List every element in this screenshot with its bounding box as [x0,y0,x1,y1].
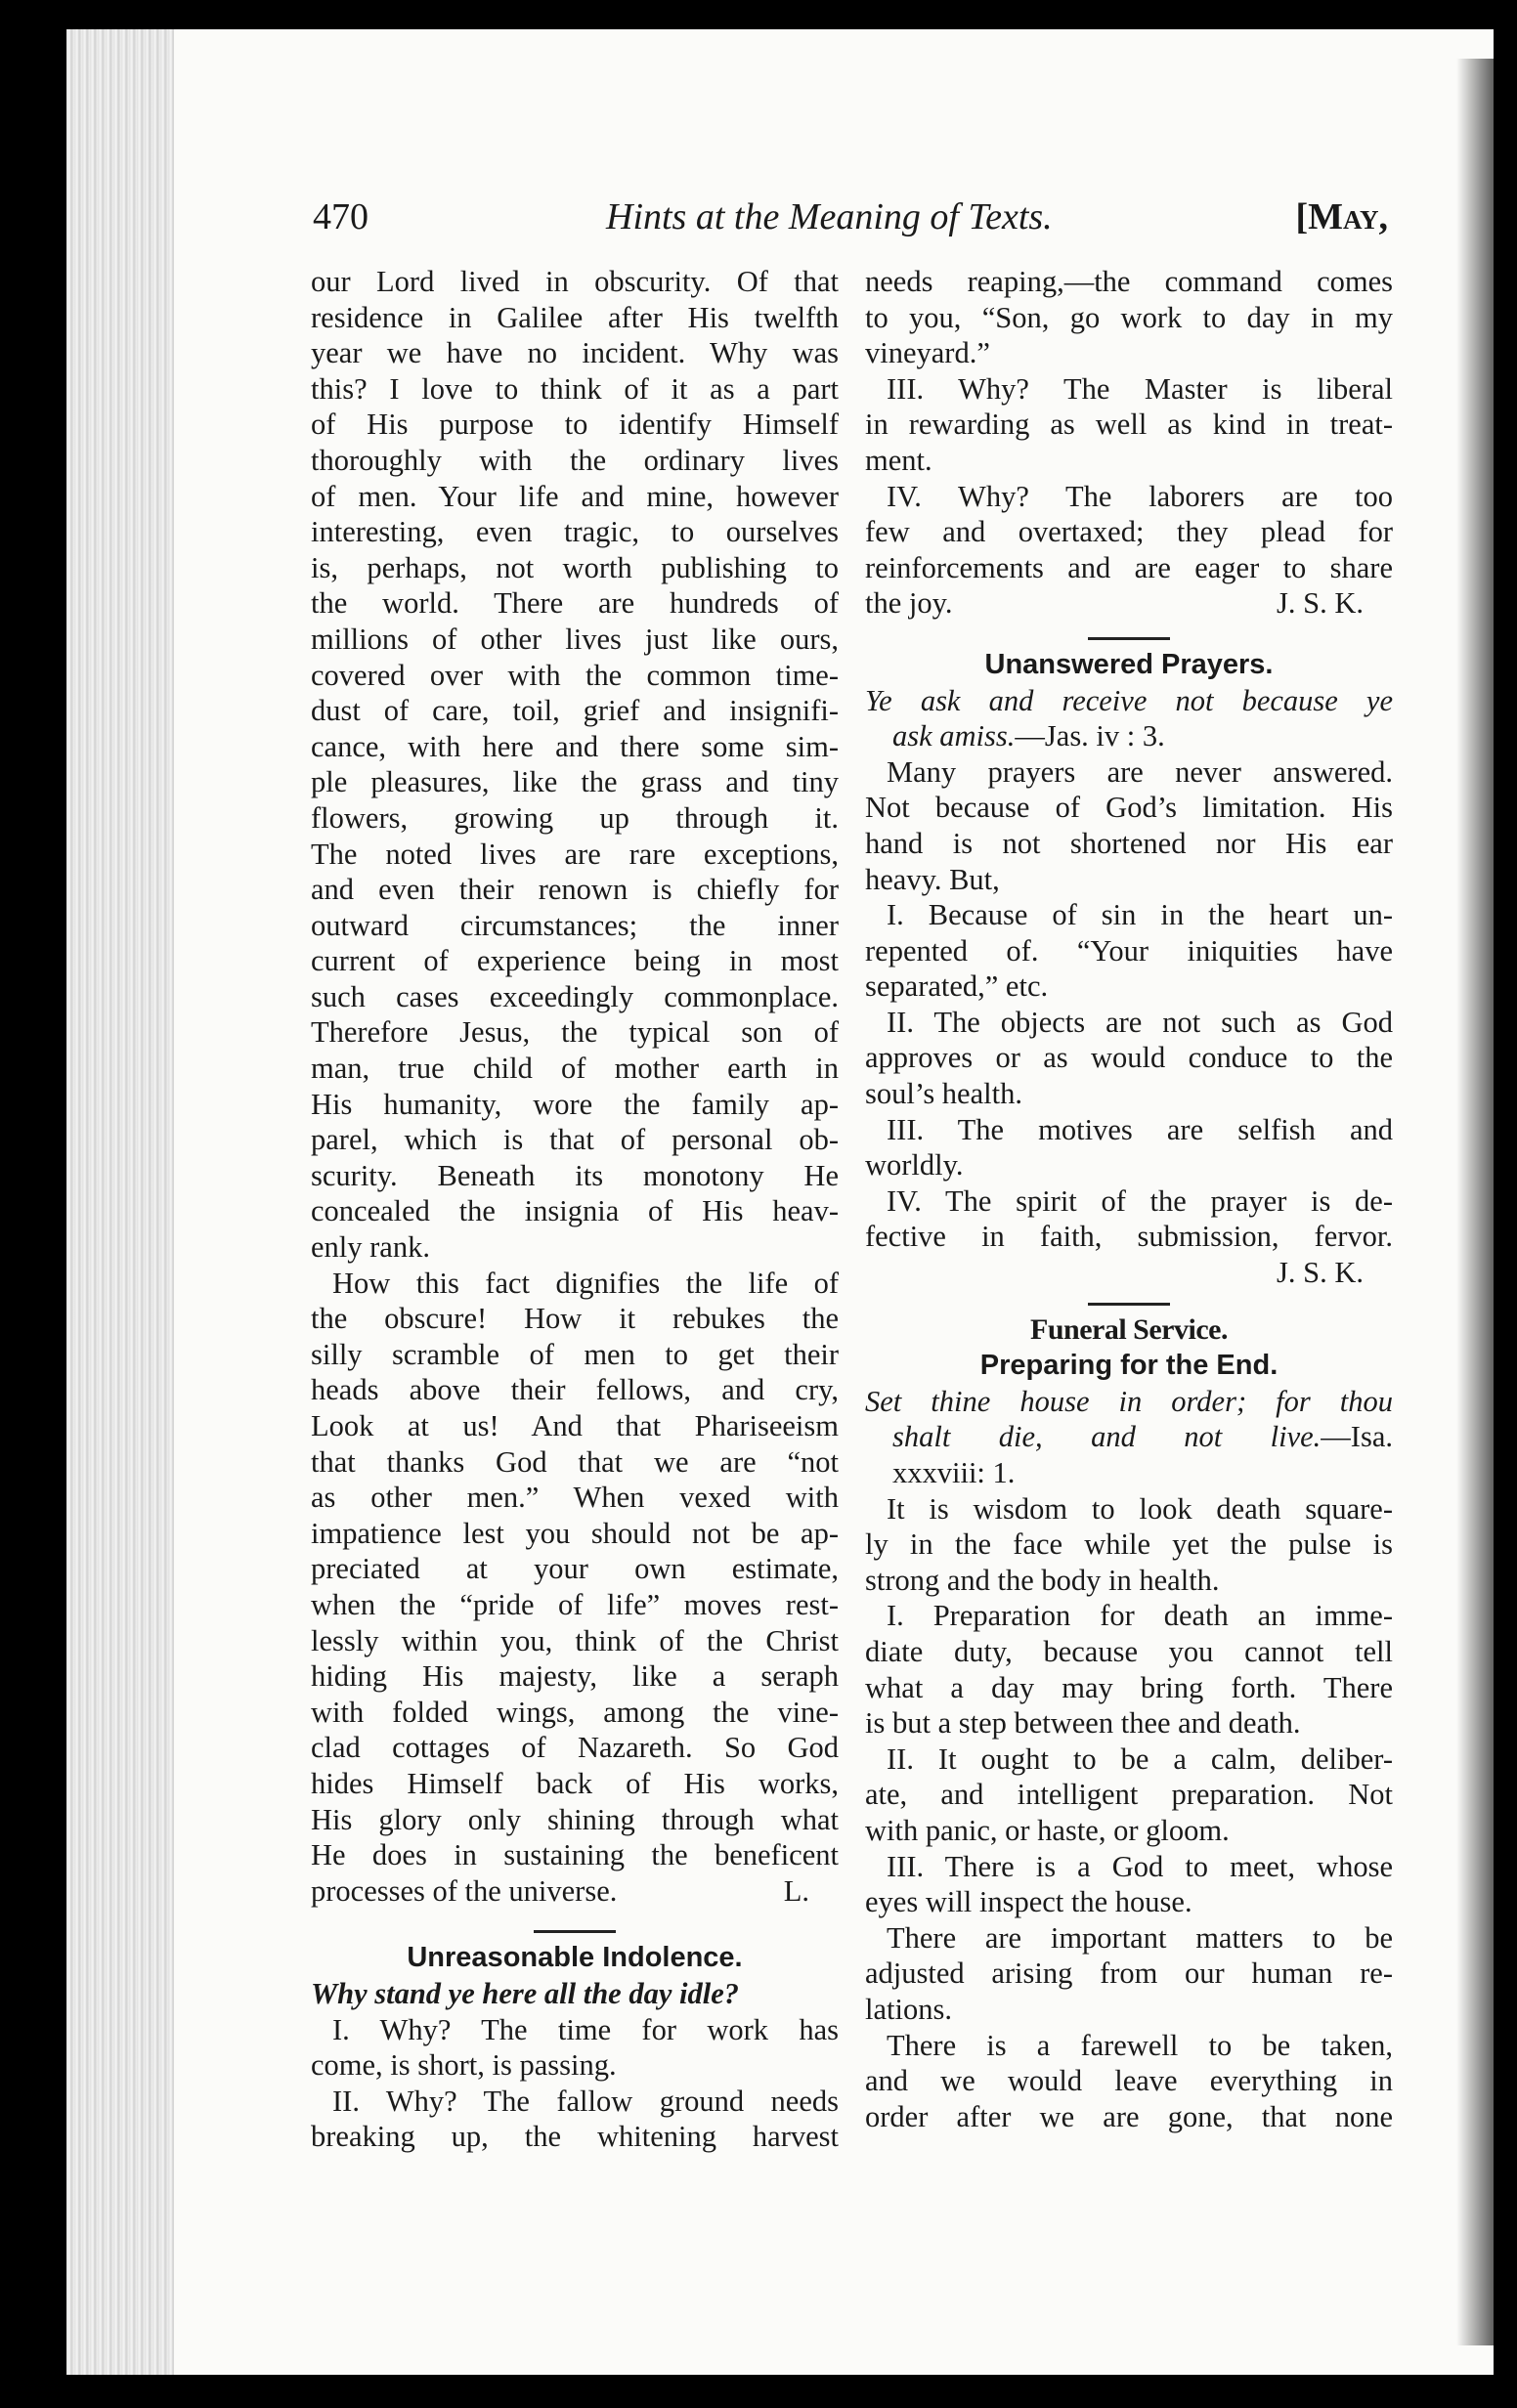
text-line: III. The motives are selfish and [887,1112,1393,1146]
text-line: IV. Why? The laborers are too [887,479,1393,513]
text-line: lessly within you, think of the Christ [311,1623,839,1657]
text-line: Not because of God’s limitation. His [865,791,1393,825]
text-line: as other men.” When vexed with [311,1481,839,1515]
scripture-text: Ye ask and receive not because ye [865,683,1393,717]
text-line: strong and the body in health. [865,1563,1220,1597]
text-line: and even their renown is chiefly for [311,873,839,907]
text-line: in rewarding as well as kind in treat- [865,408,1393,442]
text-line: and we would leave everything in [865,2064,1393,2098]
text-line: come, is short, is passing. [311,2048,617,2083]
text-line: the world. There are hundreds of [311,586,839,621]
text-line: scurity. Beneath its monotony He [311,1158,839,1192]
text-line: eyes will inspect the house. [865,1885,1192,1919]
text-line: our Lord lived in obscurity. Of that [311,265,839,298]
text-line: II. Why? The fallow ground needs [332,2084,839,2118]
text-line: parel, which is that of personal ob- [311,1123,839,1157]
text-line: There is a farewell to be taken, [887,2028,1393,2062]
text-line: The noted lives are rare exceptions, [311,837,839,871]
text-line: interesting, even tragic, to ourselves [311,515,839,549]
text-line: Many prayers are never answered. [887,754,1393,789]
scripture-text: shalt die, and not live.—Isa. [892,1420,1393,1454]
text-line: heads above their fellows, and cry, [311,1373,839,1407]
section-divider [865,1295,1393,1312]
text-line: There are important matters to be [887,1920,1393,1955]
text-line: flowers, growing up through it. [311,800,839,835]
text-line: lations. [865,1992,952,2026]
text-line: repented of. “Your iniquities have [865,933,1393,968]
text-line: diate duty, because you cannot tell [865,1634,1393,1668]
text-line: of His purpose to identify Himself [311,408,839,442]
text-line: II. The objects are not such as God [887,1005,1393,1039]
text-line: III. There is a God to meet, whose [887,1849,1393,1883]
text-line: hiding His majesty, like a seraph [311,1659,839,1694]
section-funeral [865,1312,1393,2135]
text-line: He does in sustaining the beneficent [311,1838,839,1872]
author-initials: L. [783,1873,809,1908]
text-line: millions of other lives just like ours, [311,622,839,656]
running-header [313,195,1388,254]
text-line: I. Why? The time for work has [332,2012,839,2046]
left-column [311,264,839,2155]
text-line: separated,” etc. [865,969,1049,1004]
text-line: reinforcements and are eager to share [865,550,1393,584]
text-line: year we have no incident. Why was [311,336,839,370]
text-line: thoroughly with the ordinary lives [311,443,839,477]
text-line: processes of the universe. [311,1873,618,1908]
text-line: needs reaping,—the command comes [865,265,1393,298]
text-line: impatience lest you should not be ap- [311,1516,839,1550]
paragraph-obscure [311,1266,839,1910]
section-indolence [311,1940,839,2155]
text-line: outward circumstances; the inner [311,908,839,942]
page-edges [66,29,174,2375]
text-line: silly scramble of men to get their [311,1337,839,1371]
text-line: this? I love to think of it as a part [311,371,839,406]
text-line: is, perhaps, not worth publishing to [311,550,839,584]
text-line: It is wisdom to look death square- [887,1491,1393,1526]
paragraph-obscurity [311,264,839,1266]
text-line: soul’s health. [865,1077,1022,1111]
scripture-text: Why stand ye here all the day idle? [311,1976,739,2010]
text-line: II. It ought to be a calm, deliber- [887,1742,1393,1776]
text-line: ly in the face while yet the pulse is [865,1527,1393,1562]
text-line: breaking up, the whitening harvest [311,2120,839,2154]
text-line: that thanks God that we are “not [311,1444,839,1479]
text-line: IV. The spirit of the prayer is de- [887,1183,1393,1218]
header-month: [May, [1295,196,1388,237]
right-column [865,264,1393,2134]
text-line: with panic, or haste, or gloom. [865,1813,1230,1847]
text-line: fective in faith, submission, fervor. [865,1220,1393,1254]
section-heading: Unreasonable Indolence. [407,1942,743,1974]
text-line: covered over with the common time- [311,658,839,692]
scripture-text: Set thine house in order; for thou [865,1384,1393,1418]
text-line: is but a step between thee and death. [865,1706,1301,1741]
text-line: ment. [865,443,932,477]
section-heading: Preparing for the End. [979,1350,1279,1382]
text-line: residence in Galilee after His twelfth [311,300,839,334]
text-line: the obscure! How it rebukes the [311,1302,839,1336]
text-line: preciated at your own estimate, [311,1552,839,1586]
text-line: I. Because of sin in the heart un- [887,898,1393,932]
text-line: such cases exceedingly commonplace. [311,979,839,1013]
scripture-text: xxxviii: 1. [892,1456,1016,1489]
text-line: How this fact dignifies the life of [332,1266,839,1300]
page-number: 470 [313,196,368,237]
section-divider [865,629,1393,647]
text-line: enly rank. [311,1230,430,1265]
text-line: dust of care, toil, grief and insignifi- [311,694,839,728]
text-line: order after we are gone, that none [865,2099,1393,2133]
closing-line [865,585,1393,622]
text-line: cance, with here and there some sim- [311,729,839,763]
text-line: vineyard.” [865,336,990,370]
continued-text [865,264,1393,622]
page-shadow [1456,59,1495,2345]
text-line: heavy. But, [865,862,1000,896]
closing-line [311,1873,839,1910]
text-line: concealed the insignia of His heav- [311,1194,839,1228]
text-line: of men. Your life and mine, however [311,479,839,513]
running-title: Hints at the Meaning of Texts. [606,196,1053,237]
text-line: current of experience being in most [311,944,839,978]
text-line: what a day may bring forth. There [865,1670,1393,1704]
author-initials: J. S. K. [1277,586,1364,621]
author-initials: J. S. K. [1277,1256,1364,1290]
text-line: Look at us! And that Phariseeism [311,1409,839,1442]
section-heading: Unanswered Prayers. [984,648,1274,680]
text-line: man, true child of mother earth in [311,1052,839,1086]
text-line: ate, and intelligent preparation. Not [865,1778,1393,1812]
text-line: few and overtaxed; they plead for [865,515,1393,549]
text-line: with folded wings, among the vine- [311,1695,839,1729]
text-line: hand is not shortened nor His ear [865,826,1393,860]
section-prayers [865,647,1393,1291]
text-line: when the “pride of life” moves rest- [311,1587,839,1621]
text-line: worldly. [865,1148,964,1182]
text-line: His humanity, wore the family ap- [311,1087,839,1121]
section-category: Funeral Service. [1030,1312,1228,1346]
text-line: hides Himself back of His works, [311,1766,839,1800]
section-divider [311,1922,839,1940]
text-line: clad cottages of Nazareth. So God [311,1731,839,1765]
text-line: His glory only shining through what [311,1802,839,1836]
text-line: approves or as would conduce to the [865,1041,1393,1075]
text-line: ple pleasures, like the grass and tiny [311,765,839,799]
text-line: to you, “Son, go work to day in my [865,300,1393,334]
text-line: III. Why? The Master is liberal [887,371,1393,406]
scripture-text: ask amiss.—Jas. iv : 3. [892,719,1165,753]
text-line: the joy. [865,586,953,621]
text-line: I. Preparation for death an imme- [887,1599,1393,1633]
text-line: Therefore Jesus, the typical son of [311,1015,839,1050]
text-line: adjusted arising from our human re- [865,1956,1393,1991]
